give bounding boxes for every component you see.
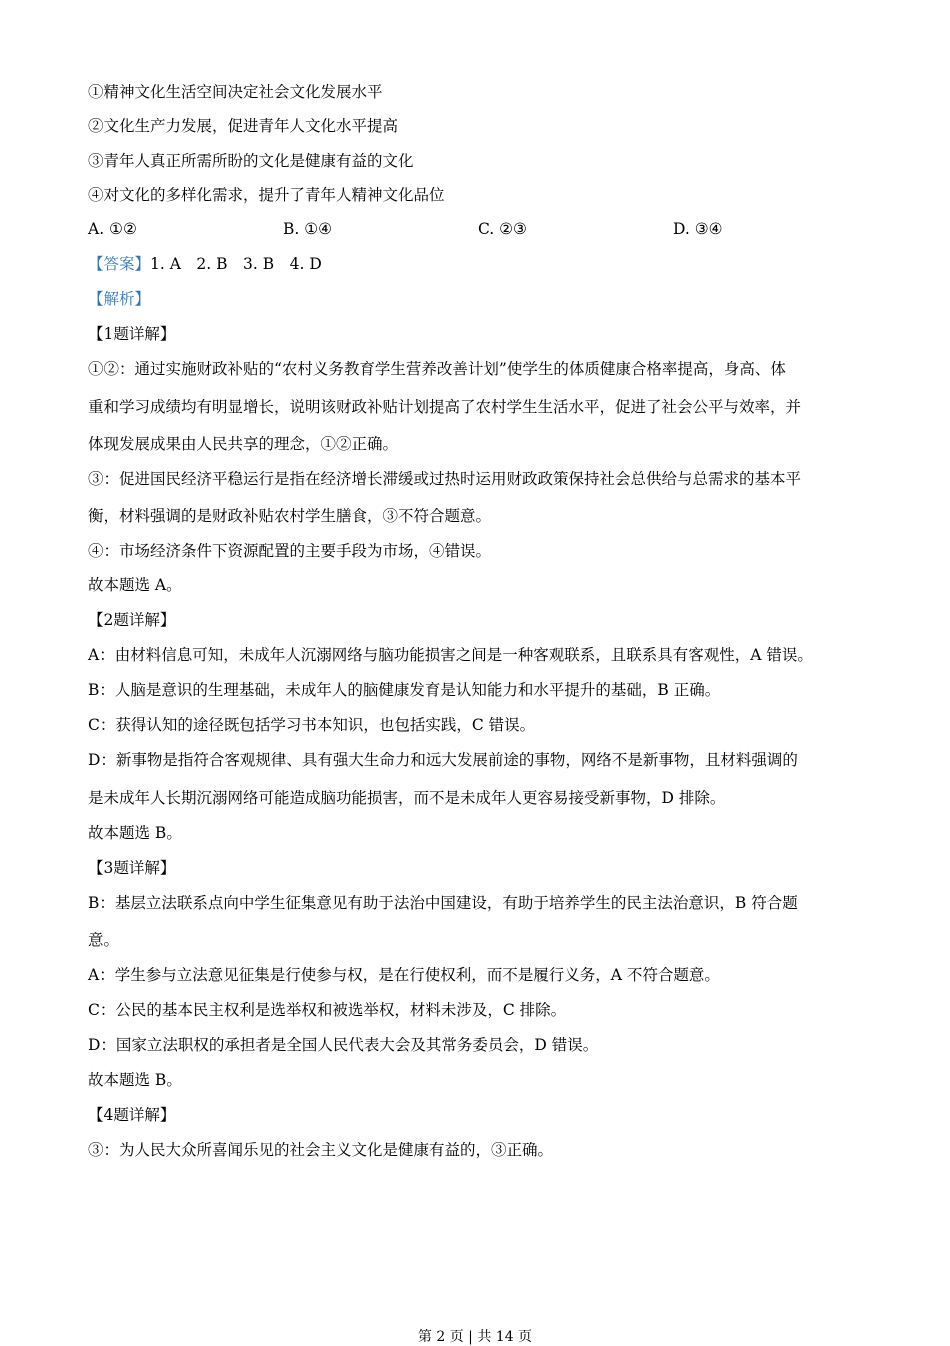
q1-heading: 【1题详解】	[88, 325, 176, 343]
choice-b: B. ①④	[283, 220, 333, 238]
answer-line	[88, 254, 890, 274]
q4-heading: 【4题详解】	[88, 1106, 176, 1124]
q3-heading: 【3题详解】	[88, 859, 176, 877]
q1-para1-line2: 重和学习成绩均有明显增长，说明该财政补贴计划提高了农村学生生活水平，促进了社会公平与效率，并	[88, 398, 802, 416]
q2-option-d-line1: D：新事物是指符合客观规律、具有强大生命力和远大发展前途的事物，网络不是新事物，且材料强调的	[88, 751, 798, 769]
q3-option-d: D：国家立法职权的承担者是全国人民代表大会及其常务委员会，D 错误。	[88, 1036, 599, 1054]
q2-conclusion: 故本题选 B。	[88, 824, 182, 842]
q1-conclusion: 故本题选 A。	[88, 576, 182, 594]
page-footer: 第 2 页 | 共 14 页	[417, 1329, 533, 1345]
q2-heading: 【2题详解】	[88, 611, 176, 629]
answer-text: 1. A 2. B 3. B 4. D	[150, 255, 322, 273]
q1-para1-line1: ①②：通过实施财政补贴的“农村义务教育学生营养改善计划”使学生的体质健康合格率提高，身高、体	[88, 360, 786, 378]
q1-para2-line2: 衡，材料强调的是财政补贴农村学生膳食，③不符合题意。	[88, 507, 492, 525]
option-item-4: ④对文化的多样化需求，提升了青年人精神文化品位	[88, 186, 445, 204]
choice-c: C. ②③	[478, 220, 527, 238]
q1-para2-line1: ③：促进国民经济平稳运行是指在经济增长滞缓或过热时运用财政政策保持社会总供给与总需求的基本平	[88, 470, 802, 488]
analysis-label: 【解析】	[88, 290, 151, 308]
answer-label: 【答案】	[88, 255, 151, 273]
q3-option-b-line2: 意。	[88, 931, 120, 949]
choice-a: A. ①②	[88, 220, 137, 238]
q3-conclusion: 故本题选 B。	[88, 1071, 182, 1089]
q1-para3: ④：市场经济条件下资源配置的主要手段为市场，④错误。	[88, 542, 492, 560]
q2-option-b: B：人脑是意识的生理基础，未成年人的脑健康发育是认知能力和水平提升的基础，B 正确。	[88, 681, 721, 699]
q2-option-a: A：由材料信息可知，未成年人沉溺网络与脑功能损害之间是一种客观联系，且联系具有客观性，A 错误。	[88, 646, 813, 664]
q2-option-c: C：获得认知的途径既包括学习书本知识，也包括实践，C 错误。	[88, 716, 536, 734]
choice-d: D. ③④	[673, 220, 723, 238]
option-item-3: ③青年人真正所需所盼的文化是健康有益的文化	[88, 152, 414, 170]
option-item-2: ②文化生产力发展，促进青年人文化水平提高	[88, 117, 399, 135]
q3-option-c: C：公民的基本民主权利是选举权和被选举权，材料未涉及，C 排除。	[88, 1001, 567, 1019]
answer-choices	[88, 219, 890, 239]
option-item-1: ①精神文化生活空间决定社会文化发展水平	[88, 83, 383, 101]
q3-option-b-line1: B：基层立法联系点向中学生征集意见有助于法治中国建设，有助于培养学生的民主法治意识，B 符合题	[88, 894, 798, 912]
q2-option-d-line2: 是未成年人长期沉溺网络可能造成脑功能损害，而不是未成年人更容易接受新事物，D 排除。	[88, 789, 726, 807]
q3-option-a: A：学生参与立法意见征集是行使参与权，是在行使权利，而不是履行义务，A 不符合题意。	[88, 966, 720, 984]
q1-para1-line3: 体现发展成果由人民共享的理念，①②正确。	[88, 435, 399, 453]
q4-para1: ③：为人民大众所喜闻乐见的社会主义文化是健康有益的，③正确。	[88, 1141, 554, 1159]
